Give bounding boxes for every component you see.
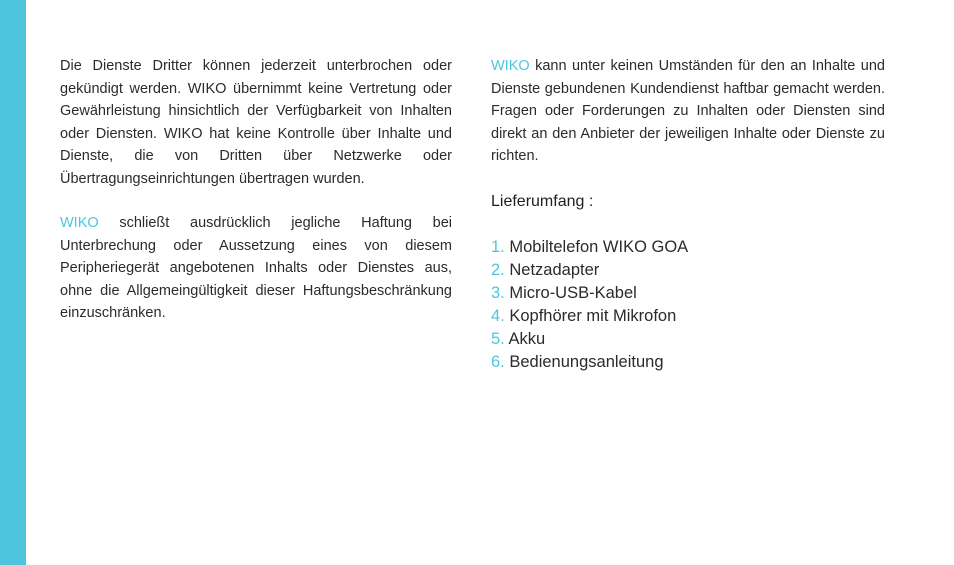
package-contents-list (491, 236, 885, 374)
paragraph-customer-service (491, 55, 885, 168)
paragraph-liability (60, 212, 452, 325)
list-item-number: 3. (491, 283, 505, 302)
paragraph-third-party-services: Die Dienste Dritter können jederzeit unterbrochen oder gekündigt werden. WIKO übernimmt keine Vertretung oder Gewährleistung hinsichtlich der Verfügbarkeit von Inhalten oder Diensten. WIKO hat keine Kontrolle über Inhalte und Dienste, die von Dritten über Netzwerke oder Übertragungseinrichtungen übertragen wurden. (60, 58, 452, 187)
list-item-label: Akku (508, 329, 546, 348)
brand-name: WIKO (60, 215, 99, 231)
list-item (491, 282, 885, 305)
list-item-number: 4. (491, 306, 505, 325)
list-item-label: Mobiltelefon WIKO GOA (509, 237, 689, 256)
list-item (491, 328, 885, 351)
right-column (491, 55, 885, 374)
list-item-label: Bedienungsanleitung (509, 352, 664, 371)
list-item-number: 2. (491, 260, 505, 279)
list-item-number: 1. (491, 237, 505, 256)
list-item (491, 351, 885, 374)
section-heading-package-contents: Lieferumfang : (491, 192, 594, 210)
list-item (491, 305, 885, 328)
list-item-label: Micro-USB-Kabel (509, 283, 637, 302)
side-accent-bar (0, 0, 26, 565)
list-item-label: Kopfhörer mit Mikrofon (509, 306, 677, 325)
list-item (491, 259, 885, 282)
brand-name: WIKO (491, 58, 530, 74)
list-item (491, 236, 885, 259)
left-column (60, 55, 452, 325)
list-item-label: Netzadapter (509, 260, 600, 279)
list-item-number: 6. (491, 352, 505, 371)
list-item-number: 5. (491, 329, 505, 348)
paragraph-customer-service-text: kann unter keinen Umständen für den an Inhalte und Dienste gebundenen Kundendienst haftbar gemacht werden. Fragen oder Forderungen zu Inhalten oder Diensten sind direkt an den Anbieter der jeweiligen Inhalte oder Dienste zu richten. (491, 58, 885, 164)
paragraph-liability-text: schließt ausdrücklich jegliche Haftung bei Unterbrechung oder Aussetzung eines von diesem Peripheriegerät angebotenen Inhalts oder Dienstes aus, ohne die Allgemeingültigkeit dieser Haftungsbeschränkung einzuschränken. (60, 215, 452, 321)
